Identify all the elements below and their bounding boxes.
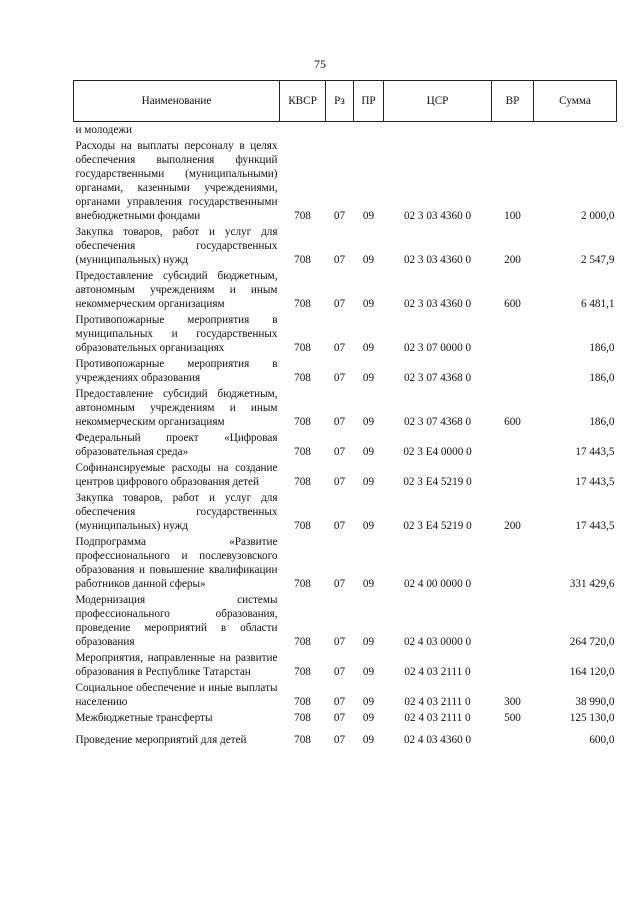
row-name: Закупка товаров, работ и услуг для обеспечения государственных (муниципальных) нужд xyxy=(75,225,278,266)
row-csr: 02 3 03 4360 0 xyxy=(403,253,472,266)
table-row xyxy=(74,122,617,139)
row-name: Федеральный проект «Цифровая образовательная среда» xyxy=(75,431,278,458)
header-name: Наименование xyxy=(74,81,280,122)
row-sum: 17 443,5 xyxy=(575,475,615,488)
row-sum: 600,0 xyxy=(589,733,615,746)
row-rz: 07 xyxy=(333,415,346,428)
row-kvsr: 708 xyxy=(294,297,311,310)
row-vr xyxy=(492,431,534,461)
row-name: Социальное обеспечение и иные выплаты населению xyxy=(75,681,278,708)
row-kvsr: 708 xyxy=(294,665,311,678)
row-pr: 09 xyxy=(362,519,375,532)
row-kvsr: 708 xyxy=(294,253,311,266)
header-csr: ЦСР xyxy=(384,81,492,122)
row-sum: 6 481,1 xyxy=(580,297,615,310)
row-rz: 07 xyxy=(333,711,346,724)
row-kvsr: 708 xyxy=(294,733,311,746)
row-csr: 02 4 03 0000 0 xyxy=(403,635,472,648)
table-row xyxy=(74,593,617,651)
row-name: Модернизация системы профессионального образования, проведение мероприятий в области образования xyxy=(75,593,278,648)
row-rz: 07 xyxy=(333,297,346,310)
row-rz: 07 xyxy=(333,665,346,678)
row-vr: 200 xyxy=(504,253,521,266)
row-rz: 07 xyxy=(333,475,346,488)
row-vr: 500 xyxy=(504,711,521,724)
row-sum: 186,0 xyxy=(589,341,615,354)
row-pr: 09 xyxy=(362,695,375,708)
row-kvsr: 708 xyxy=(294,445,311,458)
row-sum: 2 000,0 xyxy=(580,209,615,222)
table-row xyxy=(74,461,617,491)
row-pr: 09 xyxy=(362,665,375,678)
row-sum: 331 429,6 xyxy=(569,577,615,590)
row-vr xyxy=(492,727,534,749)
row-rz: 07 xyxy=(333,733,346,746)
row-rz: 07 xyxy=(333,445,346,458)
row-kvsr: 708 xyxy=(294,415,311,428)
row-name: Межбюджетные трансферты xyxy=(75,711,213,724)
row-pr: 09 xyxy=(362,371,375,384)
row-pr: 09 xyxy=(362,733,375,746)
row-rz: 07 xyxy=(333,209,346,222)
row-csr: 02 4 03 2111 0 xyxy=(404,711,471,724)
table-header-row xyxy=(74,81,617,122)
row-vr: 100 xyxy=(504,209,521,222)
row-pr: 09 xyxy=(362,341,375,354)
row-name: Подпрограмма «Развитие профессионального и послевузовского образования и повышение квалификации работников данной сферы» xyxy=(75,535,278,590)
row-csr: 02 3 E4 0000 0 xyxy=(403,445,472,458)
row-pr xyxy=(354,122,384,139)
row-kvsr: 708 xyxy=(294,475,311,488)
table-row xyxy=(74,313,617,357)
row-pr: 09 xyxy=(362,415,375,428)
table-row xyxy=(74,727,617,749)
row-rz: 07 xyxy=(333,519,346,532)
row-kvsr: 708 xyxy=(294,371,311,384)
row-name: и молодежи xyxy=(75,123,133,136)
table-row xyxy=(74,535,617,593)
row-rz: 07 xyxy=(333,635,346,648)
row-csr: 02 4 03 2111 0 xyxy=(404,695,471,708)
row-sum: 125 130,0 xyxy=(569,711,615,724)
row-name: Софинансируемые расходы на создание центров цифрового образования детей xyxy=(75,461,278,488)
header-kvsr: КВСР xyxy=(280,81,326,122)
row-rz: 07 xyxy=(333,253,346,266)
row-sum xyxy=(534,122,617,139)
row-pr: 09 xyxy=(362,711,375,724)
row-csr: 02 3 03 4360 0 xyxy=(403,209,472,222)
row-vr xyxy=(492,593,534,651)
row-vr: 600 xyxy=(504,415,521,428)
table-row xyxy=(74,681,617,711)
row-name: Проведение мероприятий для детей xyxy=(75,733,247,746)
row-pr: 09 xyxy=(362,253,375,266)
row-name: Расходы на выплаты персоналу в целях обеспечения выполнения функций государственными (муниципальными) органами, казенными учреждениями, органами управления государственными внебюджетными фондами xyxy=(75,139,278,222)
row-sum: 186,0 xyxy=(589,415,615,428)
row-vr xyxy=(492,313,534,357)
row-vr xyxy=(492,461,534,491)
header-rz: Рз xyxy=(326,81,354,122)
table-row xyxy=(74,357,617,387)
row-pr: 09 xyxy=(362,577,375,590)
row-kvsr: 708 xyxy=(294,695,311,708)
row-kvsr: 708 xyxy=(294,577,311,590)
table-row xyxy=(74,491,617,535)
row-vr xyxy=(492,535,534,593)
row-csr: 02 4 00 0000 0 xyxy=(403,577,472,590)
row-pr: 09 xyxy=(362,445,375,458)
table-row xyxy=(74,431,617,461)
budget-table xyxy=(73,80,617,749)
row-rz: 07 xyxy=(333,341,346,354)
header-pr: ПР xyxy=(354,81,384,122)
row-csr: 02 3 03 4360 0 xyxy=(403,297,472,310)
table-row xyxy=(74,269,617,313)
header-vr: ВР xyxy=(492,81,534,122)
row-csr xyxy=(384,122,492,139)
table-row xyxy=(74,651,617,681)
row-kvsr: 708 xyxy=(294,635,311,648)
row-sum: 186,0 xyxy=(589,371,615,384)
row-sum: 38 990,0 xyxy=(575,695,615,708)
row-sum: 164 120,0 xyxy=(569,665,615,678)
row-csr: 02 4 03 4360 0 xyxy=(403,733,472,746)
row-vr: 200 xyxy=(504,519,521,532)
row-pr: 09 xyxy=(362,475,375,488)
row-csr: 02 3 07 4368 0 xyxy=(403,415,472,428)
row-rz: 07 xyxy=(333,371,346,384)
row-csr: 02 3 07 4368 0 xyxy=(403,371,472,384)
row-rz xyxy=(326,122,354,139)
table-row xyxy=(74,387,617,431)
page-number: 75 xyxy=(314,57,326,71)
row-vr: 300 xyxy=(504,695,521,708)
row-csr: 02 3 E4 5219 0 xyxy=(403,475,472,488)
row-rz: 07 xyxy=(333,695,346,708)
row-pr: 09 xyxy=(362,297,375,310)
row-kvsr: 708 xyxy=(294,341,311,354)
row-name: Противопожарные мероприятия в учреждениях образования xyxy=(75,357,278,384)
row-csr: 02 3 E4 5219 0 xyxy=(403,519,472,532)
row-vr xyxy=(492,357,534,387)
row-name: Предоставление субсидий бюджетным, автономным учреждениям и иным некоммерческим организациям xyxy=(75,269,278,310)
row-kvsr: 708 xyxy=(294,209,311,222)
row-kvsr: 708 xyxy=(294,711,311,724)
row-csr: 02 4 03 2111 0 xyxy=(404,665,471,678)
table-row xyxy=(74,139,617,225)
row-sum: 17 443,5 xyxy=(575,519,615,532)
row-sum: 17 443,5 xyxy=(575,445,615,458)
row-csr: 02 3 07 0000 0 xyxy=(403,341,472,354)
row-name: Предоставление субсидий бюджетным, автономным учреждениям и иным некоммерческим организациям xyxy=(75,387,278,428)
row-kvsr: 708 xyxy=(294,519,311,532)
header-sum: Сумма xyxy=(534,81,617,122)
row-name: Закупка товаров, работ и услуг для обеспечения государственных (муниципальных) нужд xyxy=(75,491,278,532)
row-vr xyxy=(492,122,534,139)
row-kvsr xyxy=(280,122,326,139)
row-pr: 09 xyxy=(362,209,375,222)
row-vr xyxy=(492,651,534,681)
row-rz: 07 xyxy=(333,577,346,590)
row-name: Противопожарные мероприятия в муниципальных и государственных образовательных организациях xyxy=(75,313,278,354)
table-row xyxy=(74,711,617,727)
table-row xyxy=(74,225,617,269)
row-sum: 2 547,9 xyxy=(580,253,615,266)
row-name: Мероприятия, направленные на развитие образования в Республике Татарстан xyxy=(75,651,278,678)
row-pr: 09 xyxy=(362,635,375,648)
row-sum: 264 720,0 xyxy=(569,635,615,648)
row-vr: 600 xyxy=(504,297,521,310)
